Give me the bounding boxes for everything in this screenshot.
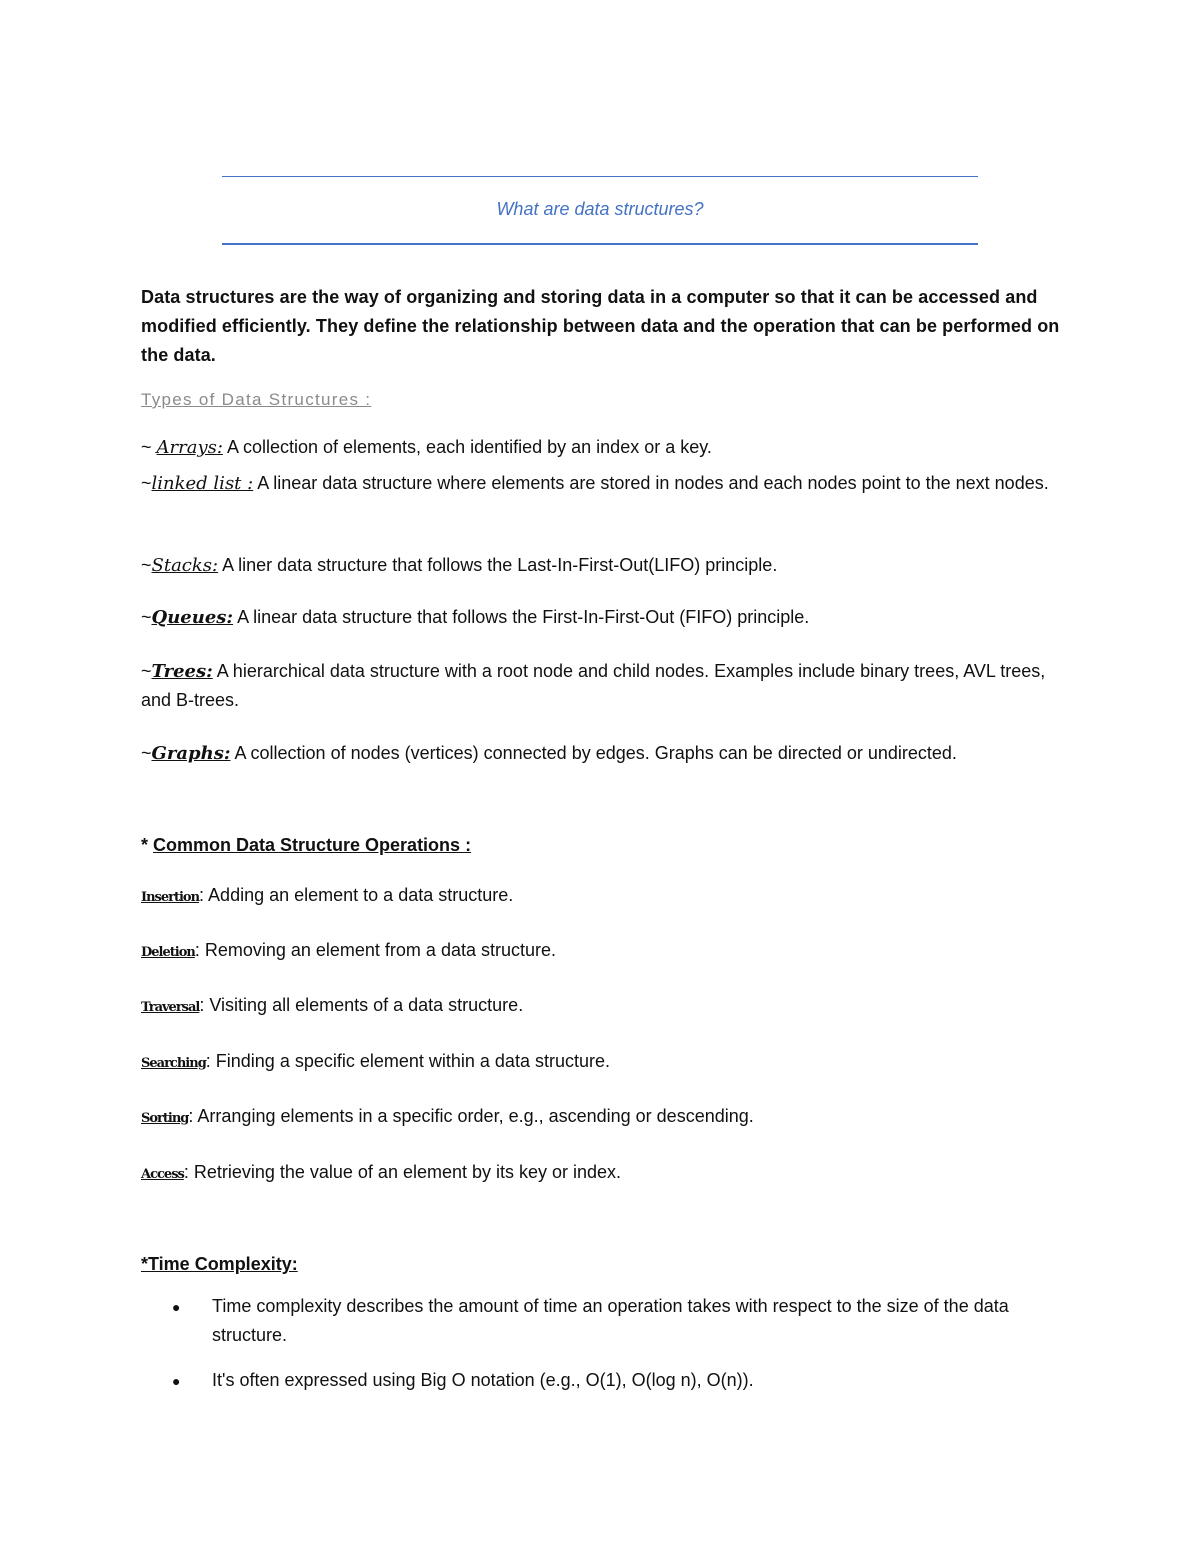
operation-term: Traversal — [141, 1000, 200, 1015]
operation-item-insertion — [141, 881, 1071, 912]
type-item-arrays — [141, 433, 1071, 462]
operation-description: : Visiting all elements of a data structure. — [199, 995, 524, 1015]
type-prefix: ~ — [141, 555, 152, 575]
type-description: A linear data structure where elements are stored in nodes and each nodes point to the next nodes. — [253, 473, 1049, 493]
operation-description: : Adding an element to a data structure. — [199, 885, 514, 905]
operations-heading-text: Common Data Structure Operations : — [153, 835, 472, 855]
type-description: A hierarchical data structure with a root node and child nodes. Examples include binary trees, AVL trees, and B-trees. — [141, 661, 1046, 710]
type-description: A collection of nodes (vertices) connected by edges. Graphs can be directed or undirected. — [230, 743, 957, 763]
page-title: What are data structures? — [496, 199, 704, 219]
type-prefix: ~ — [141, 743, 152, 763]
type-term: Queues: — [151, 607, 234, 628]
title-top-rule — [222, 176, 978, 177]
bullet-icon: ● — [172, 1373, 181, 1389]
operation-term: Sorting — [141, 1111, 189, 1126]
type-description: A collection of elements, each identified by an index or a key. — [222, 437, 712, 457]
operation-description: : Retrieving the value of an element by its key or index. — [183, 1162, 622, 1182]
type-term: Stacks: — [151, 555, 219, 576]
type-item-queues — [141, 603, 1071, 632]
operation-item-deletion — [141, 936, 1071, 967]
time-complexity-heading: *Time Complexity: — [141, 1254, 298, 1274]
operations-heading — [141, 831, 1071, 860]
operation-item-searching — [141, 1047, 1071, 1078]
operation-description: : Removing an element from a data structure. — [194, 940, 556, 960]
operation-term: Deletion — [141, 945, 195, 960]
types-heading: Types of Data Structures : — [141, 390, 372, 409]
time-complexity-bullet: Time complexity describes the amount of time an operation takes with respect to the size of the data structure. — [212, 1296, 1009, 1345]
operation-description: : Finding a specific element within a data structure. — [205, 1051, 610, 1071]
operation-description: : Arranging elements in a specific order, e.g., ascending or descending. — [188, 1106, 754, 1126]
type-term: Graphs: — [151, 743, 231, 764]
operation-item-sorting — [141, 1102, 1071, 1133]
type-term: Arrays: — [156, 437, 223, 458]
type-description: A linear data structure that follows the First-In-First-Out (FIFO) principle. — [233, 607, 810, 627]
type-item-trees — [141, 657, 1071, 715]
type-prefix: ~ — [141, 437, 157, 457]
type-description: A liner data structure that follows the Last-In-First-Out(LIFO) principle. — [218, 555, 778, 575]
operation-term: Insertion — [141, 890, 200, 905]
intro-paragraph: Data structures are the way of organizing and storing data in a computer so that it can be accessed and modified efficiently. They define the relationship between data and the operation that can be performed on the data. — [141, 287, 1060, 365]
type-term: Trees: — [151, 661, 213, 682]
type-prefix: ~ — [141, 661, 152, 681]
type-term: linked list : — [151, 473, 254, 494]
title-bottom-rule — [222, 243, 978, 245]
type-prefix: ~ — [141, 473, 152, 493]
operations-star: * — [141, 835, 154, 855]
type-item-stacks — [141, 551, 1071, 580]
operation-term: Access — [141, 1167, 184, 1182]
bullet-icon: ● — [172, 1299, 181, 1315]
type-item-linked-list — [141, 469, 1071, 498]
type-item-graphs — [141, 739, 1071, 768]
operation-item-traversal — [141, 991, 1071, 1022]
type-prefix: ~ — [141, 607, 152, 627]
time-complexity-bullet: It's often expressed using Big O notation (e.g., O(1), O(log n), O(n)). — [212, 1370, 754, 1390]
operation-term: Searching — [141, 1056, 206, 1071]
operation-item-access — [141, 1158, 1071, 1189]
